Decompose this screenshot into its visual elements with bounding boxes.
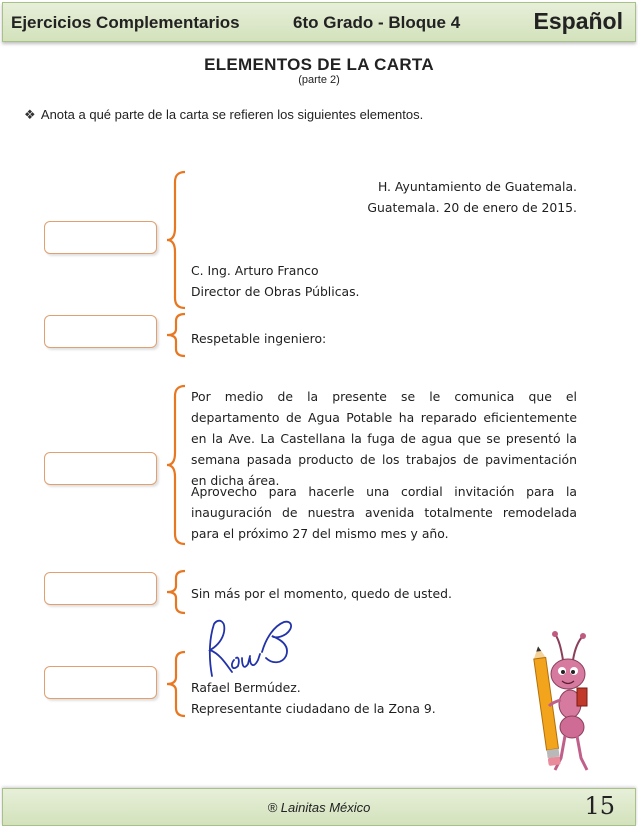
signature-scribble [200, 614, 300, 684]
ant-pencil-mascot-icon [525, 630, 605, 780]
answer-box-body[interactable] [44, 452, 157, 485]
letter-farewell: Sin más por el momento, quedo de usted. [191, 586, 452, 601]
diamond-bullet-icon: ❖ [24, 107, 36, 122]
page-number: 15 [584, 792, 615, 820]
answer-box-farewell[interactable] [44, 572, 157, 605]
brace-farewell-icon [165, 569, 187, 615]
brace-heading-icon [165, 170, 187, 310]
page-title: ELEMENTOS DE LA CARTA [204, 55, 434, 74]
answer-box-signature[interactable] [44, 666, 157, 699]
letter-body-paragraph-2: Aprovecho para hacerle una cordial invitación para la inauguración de nuestra avenida totalmente remodelada para el próximo 27 del mismo mes y año. [191, 484, 577, 541]
heading-place: H. Ayuntamiento de Guatemala. [377, 179, 577, 194]
letter-signature [191, 677, 436, 719]
instruction [24, 107, 423, 123]
brace-signature-icon [165, 650, 187, 718]
header-grade-block: 6to Grado - Bloque 4 [293, 13, 461, 32]
letter-heading [300, 176, 577, 218]
header-subject: Español [533, 8, 623, 34]
signature-name: Rafael Bermúdez. [191, 680, 301, 695]
letter-greeting: Respetable ingeniero: [191, 331, 327, 346]
page-subtitle: (parte 2) [298, 74, 340, 86]
heading-date: Guatemala. 20 de enero de 2015. [367, 200, 577, 215]
recipient-name: C. Ing. Arturo Franco [191, 263, 319, 278]
header-course-title: Ejercicios Complementarios [11, 13, 240, 32]
letter-body-paragraph-1: Por medio de la presente se le comunica que el departamento de Agua Potable ha reparado eficientemente en la Ave. La Castellana la fuga de agua que se presentó la semana pasada producto de los trabajos de pavimentación en dicha área. [191, 389, 577, 488]
letter-recipient [191, 260, 360, 302]
page-footer [2, 788, 636, 826]
answer-box-greeting[interactable] [44, 315, 157, 348]
instruction-text: Anota a qué parte de la carta se refieren los siguientes elementos. [40, 107, 424, 122]
brace-body-icon [165, 384, 187, 546]
signature-role: Representante ciudadano de la Zona 9. [191, 701, 436, 716]
recipient-title: Director de Obras Públicas. [191, 284, 360, 299]
page-header [2, 2, 636, 42]
brace-greeting-icon [165, 312, 187, 358]
footer-credit: ® Lainitas México [267, 800, 371, 815]
answer-box-heading[interactable] [44, 221, 157, 254]
